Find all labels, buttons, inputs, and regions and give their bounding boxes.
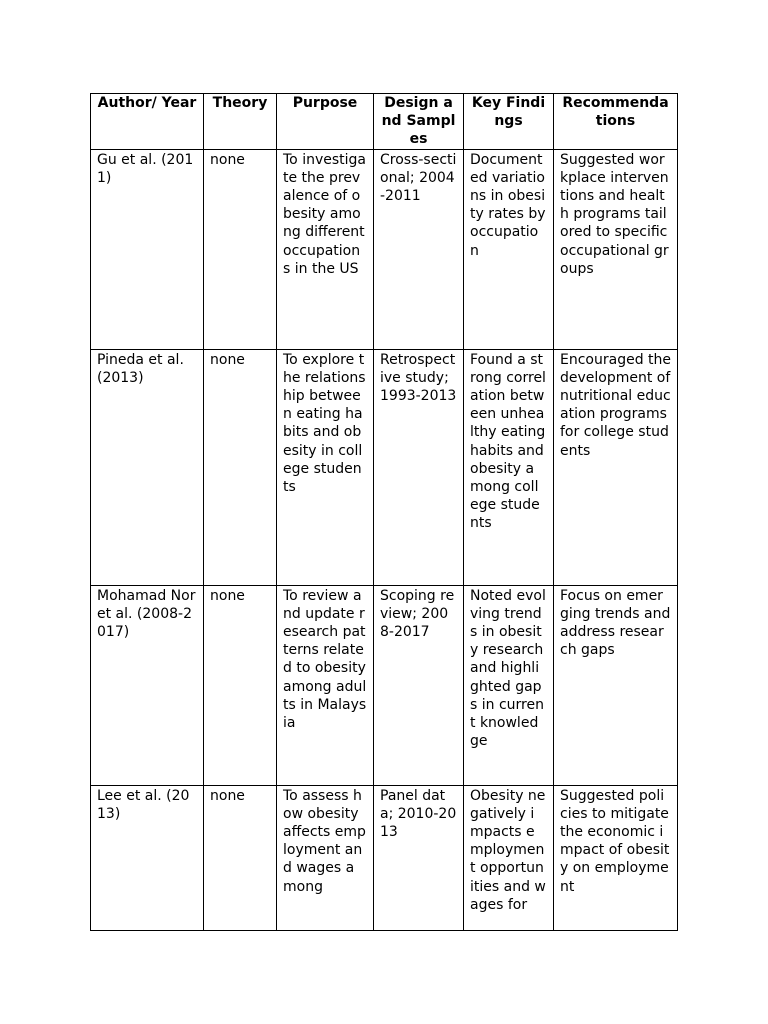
table-header-row (91, 94, 678, 150)
header-recommendations: Recommendations (554, 94, 678, 150)
cell-theory: none (204, 149, 277, 349)
cell-purpose: To assess how obesity affects employment and wages among (277, 785, 374, 930)
cell-theory: none (204, 785, 277, 930)
cell-purpose: To explore the relationship between eating habits and obesity in college students (277, 349, 374, 585)
cell-design-samples: Panel data; 2010-2013 (374, 785, 464, 930)
cell-author-year: Mohamad Nor et al. (2008-2017) (91, 585, 204, 785)
cell-theory: none (204, 585, 277, 785)
cell-purpose: To review and update research patterns related to obesity among adults in Malaysia (277, 585, 374, 785)
header-author-year: Author/ Year (91, 94, 204, 150)
header-purpose: Purpose (277, 94, 374, 150)
cell-author-year: Pineda et al. (2013) (91, 349, 204, 585)
cell-key-findings: Obesity negatively impacts employment opportunities and wages for (464, 785, 554, 930)
table-row (91, 149, 678, 349)
table-row (91, 785, 678, 930)
header-key-findings: Key Findings (464, 94, 554, 150)
table-row (91, 349, 678, 585)
table-row (91, 585, 678, 785)
header-design-samples: Design and Samples (374, 94, 464, 150)
cell-key-findings: Found a strong correlation between unhealthy eating habits and obesity among college students (464, 349, 554, 585)
cell-recommendations: Suggested policies to mitigate the economic impact of obesity on employment (554, 785, 678, 930)
cell-design-samples: Scoping review; 2008-2017 (374, 585, 464, 785)
cell-author-year: Lee et al. (2013) (91, 785, 204, 930)
header-theory: Theory (204, 94, 277, 150)
cell-recommendations: Encouraged the development of nutritional education programs for college students (554, 349, 678, 585)
cell-recommendations: Suggested workplace interventions and health programs tailored to specific occupational groups (554, 149, 678, 349)
cell-key-findings: Documented variations in obesity rates by occupation (464, 149, 554, 349)
cell-key-findings: Noted evolving trends in obesity research and highlighted gaps in current knowledge (464, 585, 554, 785)
cell-theory: none (204, 349, 277, 585)
cell-design-samples: Retrospective study; 1993-2013 (374, 349, 464, 585)
cell-purpose: To investigate the prevalence of obesity among different occupations in the US (277, 149, 374, 349)
literature-review-table (90, 93, 678, 931)
cell-recommendations: Focus on emerging trends and address research gaps (554, 585, 678, 785)
cell-design-samples: Cross-sectional; 2004-2011 (374, 149, 464, 349)
cell-author-year: Gu et al. (2011) (91, 149, 204, 349)
